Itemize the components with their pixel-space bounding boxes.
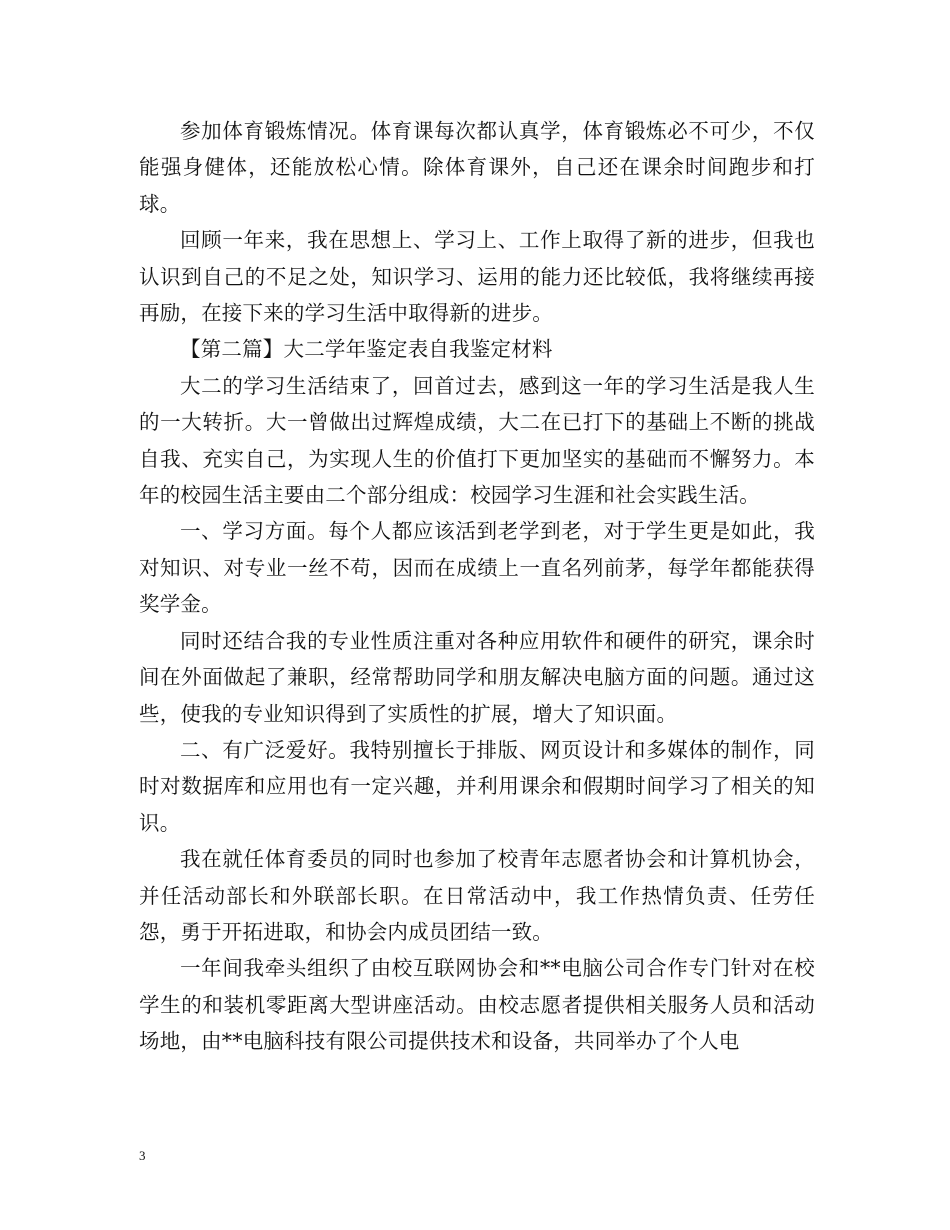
paragraph: 二、有广泛爱好。我特别擅长于排版、网页设计和多媒体的制作，同时对数据库和应用也有一定兴趣，并利用课余和假期时间学习了相关的知识。 bbox=[139, 737, 815, 835]
paragraph: 同时还结合我的专业性质注重对各种应用软件和硬件的研究，课余时间在外面做起了兼职，经常帮助同学和朋友解决电脑方面的问题。通过这些，使我的专业知识得到了实质性的扩展，增大了知识面。 bbox=[139, 628, 815, 726]
body-text bbox=[139, 113, 815, 1060]
section-heading: 【第二篇】大二学年鉴定表自我鉴定材料 bbox=[180, 337, 553, 362]
paragraph: 我在就任体育委员的同时也参加了校青年志愿者协会和计算机协会，并任活动部长和外联部长职。在日常活动中，我工作热情负责、任劳任怨，勇于开拓进取，和协会内成员团结一致。 bbox=[139, 847, 815, 944]
paragraph: 一年间我牵头组织了由校互联网协会和**电脑公司合作专门针对在校学生的和装机零距离大型讲座活动。由校志愿者提供相关服务人员和活动场地，由**电脑科技有限公司提供技术和设备，共同举办了个人电 bbox=[139, 956, 815, 1054]
page-number: 3 bbox=[139, 1148, 146, 1163]
paragraph: 回顾一年来，我在思想上、学习上、工作上取得了新的进步，但我也认识到自己的不足之处，知识学习、运用的能力还比较低，我将继续再接再励，在接下来的学习生活中取得新的进步。 bbox=[139, 228, 815, 326]
paragraph: 参加体育锻炼情况。体育课每次都认真学，体育锻炼必不可少，不仅能强身健体，还能放松心情。除体育课外，自己还在课余时间跑步和打球。 bbox=[139, 119, 815, 216]
paragraph: 大二的学习生活结束了，回首过去，感到这一年的学习生活是我人生的一大转折。大一曾做出过辉煌成绩，大二在已打下的基础上不断的挑战自我、充实自己，为实现人生的价值打下更加坚实的基础而不懈努力。本年的校园生活主要由二个部分组成：校园学习生涯和社会实践生活。 bbox=[139, 373, 815, 508]
paragraph: 一、学习方面。每个人都应该活到老学到老，对于学生更是如此，我对知识、对专业一丝不苟，因而在成绩上一直名列前茅，每学年都能获得奖学金。 bbox=[139, 519, 815, 617]
